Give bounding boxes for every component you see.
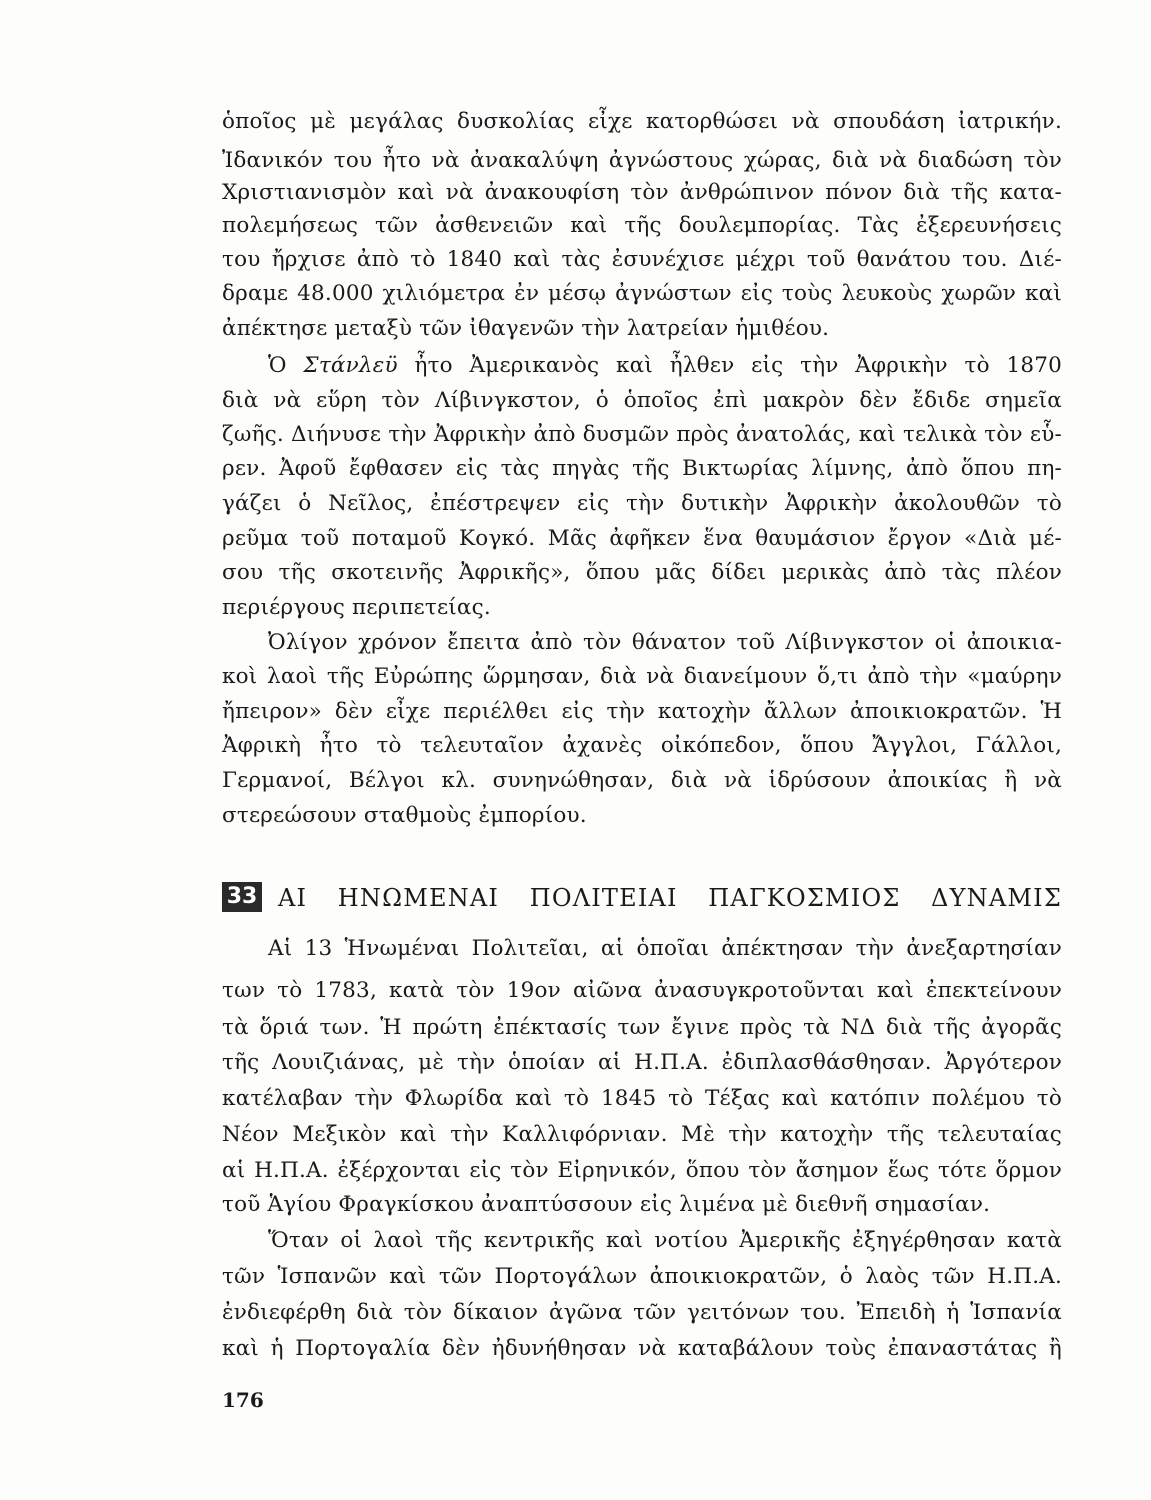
text-line: ρεῦμα τοῦ ποταμοῦ Κογκό. Μᾶς ἀφῆκεν ἕνα θαυμάσιον ἔργον «Διὰ μέ- <box>222 526 1062 551</box>
text-line: τῆς Λουιζιάνας, μὲ τὴν ὁποίαν αἱ Η.Π.Α. ἐδιπλασθάσθησαν. Ἀργότερον <box>222 1050 1062 1075</box>
text-line: καὶ ἡ Πορτογαλία δὲν ἠδυνήθησαν νὰ καταβάλουν τοὺς ἐπαναστάτας ἢ <box>222 1336 1062 1361</box>
text-line: σου τῆς σκοτεινῆς Ἀφρικῆς», ὅπου μᾶς δίδει μερικὰς ἀπὸ τὰς πλέον <box>222 560 1062 585</box>
text-line: γάζει ὁ Νεῖλος, ἐπέστρεψεν εἰς τὴν δυτικὴν Ἀφρικὴν ἀκολουθῶν τὸ <box>222 491 1062 516</box>
section-title: ΑΙ ΗΝΩΜΕΝΑΙ ΠΟΛΙΤΕΙΑΙ ΠΑΓΚΟΣΜΙΟΣ ΔΥΝΑΜΙΣ <box>278 884 1062 912</box>
text-line <box>268 349 1062 383</box>
text-line: πολεμήσεως τῶν ἀσθενειῶν καὶ τῆς δουλεμπορίας. Τὰς ἐξερευνήσεις <box>222 213 1062 238</box>
text-line: Αἱ 13 Ἡνωμέναι Πολιτεῖαι, αἱ ὁποῖαι ἀπέκτησαν τὴν ἀνεξαρτησίαν <box>268 936 1062 961</box>
text-line: Χριστιανισμὸν καὶ νὰ ἀνακουφίση τὸν ἀνθρώπινον πόνον διὰ τῆς κατα- <box>222 180 1062 205</box>
text-line: Νέον Μεξικὸν καὶ τὴν Καλλιφόρνιαν. Μὲ τὴν κατοχὴν τῆς τελευταίας <box>222 1122 1062 1147</box>
text-line: τῶν Ἱσπανῶν καὶ τῶν Πορτογάλων ἀποικιοκρατῶν, ὁ λαὸς τῶν Η.Π.Α. <box>222 1264 1062 1289</box>
text-line: των τὸ 1783, κατὰ τὸν 19ον αἰῶνα ἀνασυγκροτοῦνται καὶ ἐπεκτείνουν <box>222 978 1062 1003</box>
text-line: ἀπέκτησε μεταξὺ τῶν ἰθαγενῶν τὴν λατρείαν ἡμιθέου. <box>222 316 830 341</box>
text-line: του ἤρχισε ἀπὸ τὸ 1840 καὶ τὰς ἐσυνέχισε μέχρι τοῦ θανάτου του. Διέ- <box>222 247 1062 272</box>
text-line: δραμε 48.000 χιλιόμετρα ἐν μέσῳ ἀγνώστων εἰς τοὺς λευκοὺς χωρῶν καὶ <box>222 281 1062 306</box>
text-line: περιέργους περιπετείας. <box>222 595 491 620</box>
text-line: ρεν. Ἀφοῦ ἔφθασεν εἰς τὰς πηγὰς τῆς Βικτωρίας λίμνης, ἀπὸ ὅπου πη- <box>222 456 1062 481</box>
page-number: 176 <box>222 1388 264 1412</box>
text-line: Γερμανοί, Βέλγοι κλ. συνηνώθησαν, διὰ νὰ ἱδρύσουν ἀποικίας ἢ νὰ <box>222 768 1062 793</box>
text-segment: ἦτο Ἀμερικανὸς καὶ ἦλθεν εἰς τὴν Ἀφρικὴν τὸ 1870 <box>397 353 1062 378</box>
text-line: ζωῆς. Διήνυσε τὴν Ἀφρικὴν ἀπὸ δυσμῶν πρὸς ἀνατολάς, καὶ τελικὰ τὸν εὗ- <box>222 422 1062 447</box>
text-line: ἐνδιεφέρθη διὰ τὸν δίκαιον ἀγῶνα τῶν γειτόνων του. Ἐπειδὴ ἡ Ἱσπανία <box>222 1300 1062 1325</box>
section-heading <box>222 878 1062 918</box>
text-line: ἤπειρον» δὲν εἶχε περιέλθει εἰς τὴν κατοχὴν ἄλλων ἀποικιοκρατῶν. Ἡ <box>222 699 1062 724</box>
text-line: Ὀλίγον χρόνον ἔπειτα ἀπὸ τὸν θάνατον τοῦ Λίβινγκστον οἱ ἀποικια- <box>268 630 1062 655</box>
text-line: στερεώσουν σταθμοὺς ἐμπορίου. <box>222 803 587 828</box>
text-line: τὰ ὅριά των. Ἡ πρώτη ἐπέκτασίς των ἔγινε πρὸς τὰ ΝΔ διὰ τῆς ἀγορᾶς <box>222 1015 1062 1040</box>
italic-name: Στάνλεϋ <box>303 353 398 378</box>
text-line: Ἰδανικόν του ἦτο νὰ ἀνακαλύψη ἀγνώστους χώρας, διὰ νὰ διαδώση τὸν <box>222 148 1062 173</box>
text-line: κατέλαβαν τὴν Φλωρίδα καὶ τὸ 1845 τὸ Τέξας καὶ κατόπιν πολέμου τὸ <box>222 1086 1062 1111</box>
text-line: ὁποῖος μὲ μεγάλας δυσκολίας εἶχε κατορθώσει νὰ σπουδάση ἰατρικήν. <box>222 109 1062 134</box>
text-line: Ὅταν οἱ λαοὶ τῆς κεντρικῆς καὶ νοτίου Ἀμερικῆς ἐξηγέρθησαν κατὰ <box>268 1228 1062 1253</box>
text-line: κοὶ λαοὶ τῆς Εὐρώπης ὥρμησαν, διὰ νὰ διανείμουν ὅ,τι ἀπὸ τὴν «μαύρην <box>222 664 1062 689</box>
section-number-badge: 33 <box>222 882 262 912</box>
text-line: τοῦ Ἁγίου Φραγκίσκου ἀναπτύσσουν εἰς λιμένα μὲ διεθνῆ σημασίαν. <box>222 1192 991 1217</box>
text-line: αἱ Η.Π.Α. ἐξέρχονται εἰς τὸν Εἰρηνικόν, ὅπου τὸν ἄσημον ἕως τότε ὅρμον <box>222 1158 1062 1183</box>
text-line: διὰ νὰ εὕρη τὸν Λίβινγκστον, ὁ ὁποῖος ἐπὶ μακρὸν δὲν ἔδιδε σημεῖα <box>222 388 1062 413</box>
text-line: Ἀφρικὴ ἦτο τὸ τελευταῖον ἀχανὲς οἰκόπεδον, ὅπου Ἄγγλοι, Γάλλοι, <box>222 733 1062 758</box>
text-segment: Ὁ <box>268 353 304 378</box>
